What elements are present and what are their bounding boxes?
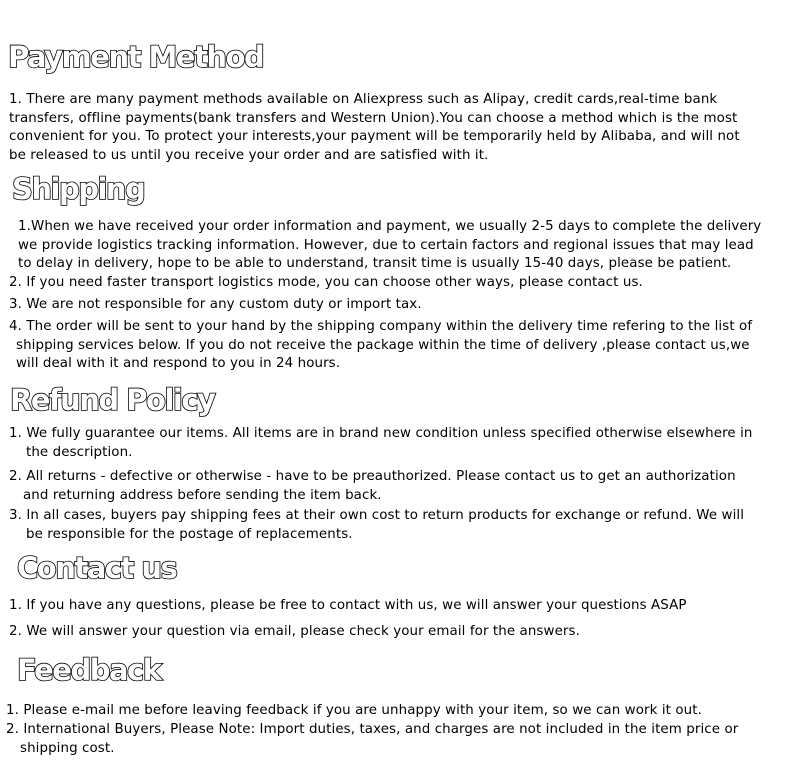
contact-us-heading: Contact us [17,551,177,585]
text-line: 1. Please e-mail me before leaving feedback if you are unhappy with your item, so we can work it out. [6,703,702,718]
text-line: 3. We are not responsible for any custom duty or import tax. [9,297,422,312]
shipping-paragraph-4 [9,318,752,374]
text-line: we provide logistics tracking information. However, due to certain factors and regional issues that may lead [18,237,754,253]
text-line: 2. International Buyers, Please Note: Import duties, taxes, and charges are not included in the item price or [6,722,739,737]
text-line: 4. The order will be sent to your hand by the shipping company within the delivery time refering to the list of [9,319,753,334]
contact-paragraph-2 [9,623,580,642]
text-line: shipping services below. If you do not receive the package within the time of delivery ,please contact us,we [16,337,750,353]
refund-paragraph-3 [9,507,744,544]
shipping-paragraph-3 [9,296,422,315]
text-line: shipping cost. [20,740,115,756]
text-line: will deal with it and respond to you in 24 hours. [16,356,341,371]
text-line: to delay in delivery, hope to be able to understand, transit time is usually 15-40 days, please be patient. [18,256,732,271]
text-line: 1. There are many payment methods available on Aliexpress such as Alipay, credit cards,real-time bank [9,92,718,107]
text-line: be released to us until you receive your order and are satisfied with it. [9,147,489,163]
text-line: convenient for you. To protect your interests,your payment will be temporarily held by Alibaba, and will not [9,129,740,144]
text-line: 1. We fully guarantee our items. All items are in brand new condition unless specified otherwise elsewhere in [9,426,753,441]
contact-paragraph-1 [9,597,687,616]
feedback-heading: Feedback [17,653,161,687]
text-line: 3. In all cases, buyers pay shipping fees at their own cost to return products for exchange or refund. We will [9,508,745,523]
refund-paragraph-1 [9,425,753,462]
text-line: and returning address before sending the item back. [23,487,382,503]
text-line: be responsible for the postage of replacements. [26,526,353,542]
payment-paragraph-1 [9,91,740,165]
shipping-heading: Shipping [12,172,145,206]
text-line: the description. [26,444,133,460]
text-line: 2. All returns - defective or otherwise - have to be preauthorized. Please contact us to get an authorization [9,469,736,484]
refund-policy-heading: Refund Policy [10,383,215,417]
feedback-paragraph-1 [6,702,702,721]
text-line: 1.When we have received your order information and payment, we usually 2-5 days to complete the delivery [18,219,762,234]
payment-method-heading: Payment Method [8,40,264,74]
feedback-paragraph-2 [6,721,738,758]
shipping-paragraph-1 [14,218,761,274]
shipping-paragraph-2 [9,274,643,293]
text-line: 2. If you need faster transport logistics mode, you can choose other ways, please contact us. [9,275,643,290]
refund-paragraph-2 [9,468,736,505]
text-line: 2. We will answer your question via email, please check your email for the answers. [9,624,580,639]
text-line: transfers, offline payments(bank transfers and Western Union).You can choose a method which is the most [9,110,738,126]
text-line: 1. If you have any questions, please be free to contact with us, we will answer your questions ASAP [9,598,687,613]
